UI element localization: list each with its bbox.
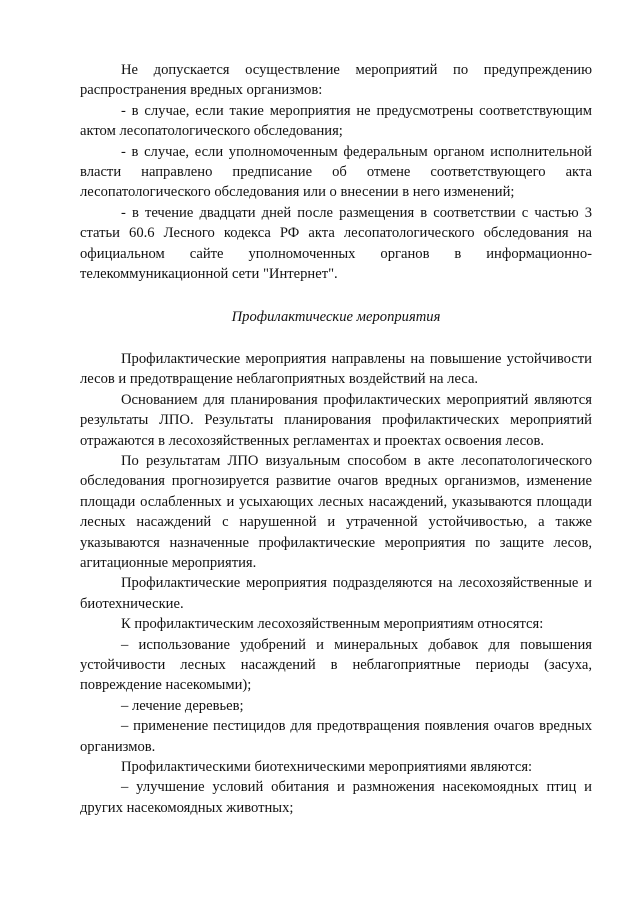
paragraph-forestry-measures-intro: К профилактическим лесохозяйственным мероприятиям относятся: xyxy=(121,616,544,633)
list-item-not-provided: - в случае, если такие мероприятия не предусмотрены соответствующим актом лесопатологического обследования; xyxy=(80,102,592,140)
document-body xyxy=(80,60,592,818)
list-item-pesticides: – применение пестицидов для предотвращения появления очагов вредных организмов. xyxy=(80,718,592,755)
paragraph-lpo-results: По результатам ЛПО визуальным способом в акте лесопатологического обследования прогнозируется развитие очагов вредных организмов, изменение площади ослабленных и усыхающих лесных насаждений, указываются площади лесных насаждений с нарушенной и утраченной устойчивостью, а также указываются назначенные профилактические мероприятия по защите лесов, агитационные мероприятия. xyxy=(80,452,592,571)
list-item-fertilizers: – использование удобрений и минеральных добавок для повышения устойчивости лесных насаждений в неблагоприятные периоды (засуха, повреждение насекомыми); xyxy=(80,636,592,694)
list-item-insectivorous-birds: – улучшение условий обитания и размножения насекомоядных птиц и других насекомоядных животных; xyxy=(80,779,592,816)
paragraph-biotechnical-intro: Профилактическими биотехническими мероприятиями являются: xyxy=(121,759,533,775)
paragraph-planning-basis: Основанием для планирования профилактических мероприятий являются результаты ЛПО. Результаты планирования профилактических мероприятий отражаются в лесохозяйственных регламентах и проектах освоения лесов. xyxy=(80,391,592,449)
list-item-cancellation-order: - в случае, если уполномоченным федеральным органом исполнительной власти направлено предписание об отмене соответствующего акта лесопатологического обследования или о внесении в него изменений; xyxy=(80,143,592,201)
section-heading: Профилактические мероприятия xyxy=(231,309,441,326)
paragraph-prohibition-intro: Не допускается осуществление мероприятий по предупреждению распространения вредных организмов: xyxy=(80,62,592,99)
paragraph-classification: Профилактические мероприятия подразделяются на лесохозяйственные и биотехнические. xyxy=(80,575,592,612)
paragraph-purpose: Профилактические мероприятия направлены на повышение устойчивости лесов и предотвращение неблагоприятных воздействий на леса. xyxy=(80,350,592,388)
list-item-twenty-days: - в течение двадцати дней после размещения в соответствии с частью 3 статьи 60.6 Лесного кодекса РФ акта лесопатологического обследования на официальном сайте уполномоченных органов в информационно-телекоммуникационной сети "Интернет". xyxy=(80,204,592,283)
list-item-tree-treatment: – лечение деревьев; xyxy=(121,697,244,714)
